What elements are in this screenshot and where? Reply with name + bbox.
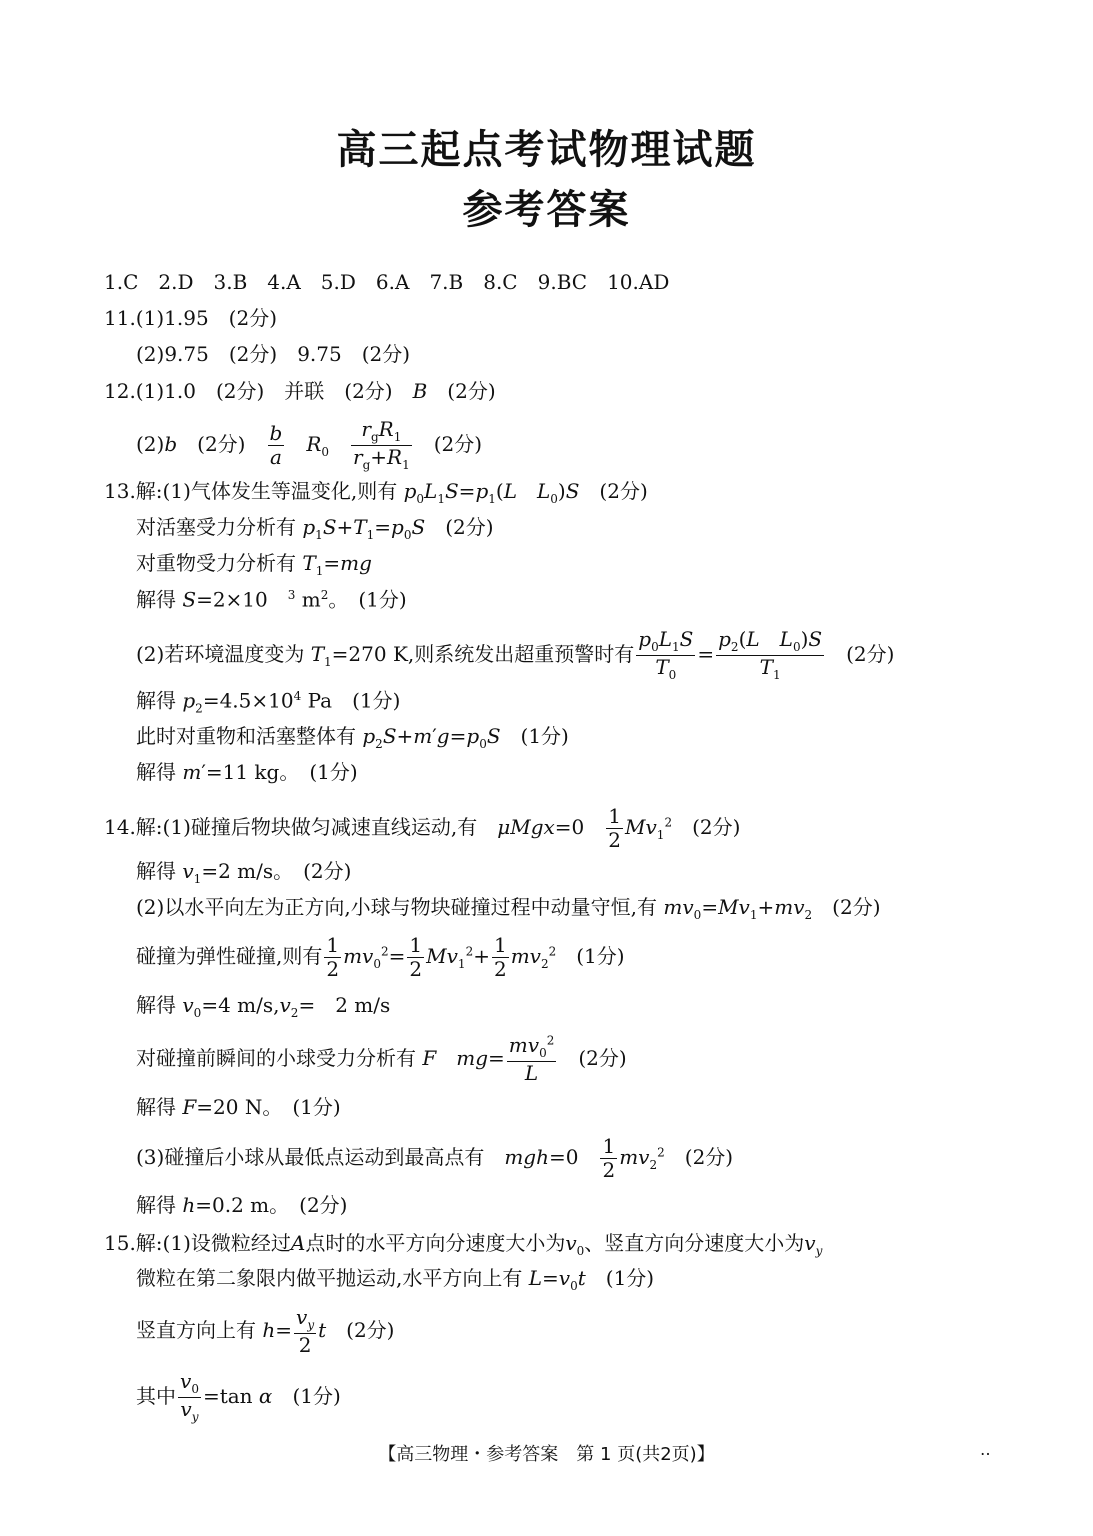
- q14-line-9: 解得 h=0.2 m。 (2分): [136, 1193, 348, 1217]
- page-subtitle: 参考答案: [462, 187, 631, 233]
- page-footer: 【高三物理・参考答案 第 1 页(共2页)】: [378, 1444, 715, 1465]
- q13-line-4: 解得 S=2×10 $^3$ $m^2$。 (1分): [136, 587, 407, 612]
- q14-line-2: 解得 $v_1=2$ m/s。 (2分): [136, 859, 352, 886]
- q15-line-1: 15.解:(1)设微粒经过A点时的水平方向分速度大小为$v_0$、竖直方向分速度大小为$v_y$: [104, 1231, 823, 1258]
- q13-line-6: 解得 $p_2=4.5\times 10^4$ Pa (1分): [136, 688, 401, 716]
- q14-line-8: (3)碰撞后小球从最低点运动到最高点有 mgh=0 $\frac{1}{2}$ $mv_2^2$ (2分): [136, 1134, 734, 1182]
- q14-line-4: 碰撞为弹性碰撞,则有 $\frac{1}{2}$ $mv_0^2=$ $\frac{1}{2}$ $Mv_1^2+$ $\frac{1}{2}$ $mv_2^2$ (1分): [136, 933, 625, 981]
- q13-line-3: 对重物受力分析有 $T_1=mg$: [136, 551, 372, 578]
- corner-mark: ‥: [980, 1440, 991, 1459]
- q15-line-4: 其中 $\frac{v_0}{v_y}$ =tan α (1分): [136, 1369, 341, 1424]
- page-title: 高三起点考试物理试题: [336, 127, 757, 173]
- q14-line-5: 解得 $v_0=4$ $m/s,v_2=$ 2 m/s: [136, 993, 391, 1020]
- q13-line-7: 此时对重物和活塞整体有 $p_2S+m'g=p_0S$ (1分): [136, 724, 569, 751]
- q11-line-2: (2)9.75 (2分) 9.75 (2分): [136, 342, 411, 366]
- q11-line-1: 11.(1)1.95 (2分): [104, 306, 277, 330]
- q12-line-1: 12.(1)1.0 (2分) 并联 (2分) B (2分): [104, 379, 496, 403]
- q15-line-3: 竖直方向上有 h= $\frac{v_y}{2}$ t (2分): [136, 1305, 395, 1357]
- q14-line-7: 解得 F=20 N。 (1分): [136, 1095, 341, 1119]
- q13-line-1: 13.解:(1)气体发生等温变化,则有 $p_0L_1S=p_1(L$ $L_0)S$ (2分): [104, 479, 648, 506]
- choice-answers: 1.C 2.D 3.B 4.A 5.D 6.A 7.B 8.C 9.BC 10.AD: [104, 270, 670, 294]
- q12-line-2: (2)b (2分) $\frac{b}{a}$ $R_0$ $r_gR_1$ $r_g+R_1$ (2分): [136, 417, 483, 472]
- q14-line-6: 对碰撞前瞬间的小球受力分析有 F mg= $\frac{mv_0^2}{L}$ (2分): [136, 1033, 627, 1085]
- q13-line-5: (2)若环境温度变为 $T_1=270$ K,则系统发出超重预警时有 $\frac{p_0L_1S}{T_0}$ = $\frac{p_2(L L_0)S}{T_1}$ (2分): [136, 627, 895, 682]
- q15-line-2: 微粒在第二象限内做平抛运动,水平方向上有 $L=v_0t$ (1分): [136, 1266, 655, 1293]
- q14-line-1: 14.解:(1)碰撞后物块做匀减速直线运动,有 μMgx=0 $\frac{1}{2}$ $Mv_1^2$ (2分): [104, 804, 741, 852]
- q13-line-8: 解得 m′=11 kg。 (1分): [136, 760, 358, 784]
- q14-line-3: (2)以水平向左为正方向,小球与物块碰撞过程中动量守恒,有 $mv_0=Mv_1+mv_2$ (2分): [136, 895, 881, 922]
- q13-line-2: 对活塞受力分析有 $p_1S+T_1=p_0S$ (2分): [136, 515, 494, 542]
